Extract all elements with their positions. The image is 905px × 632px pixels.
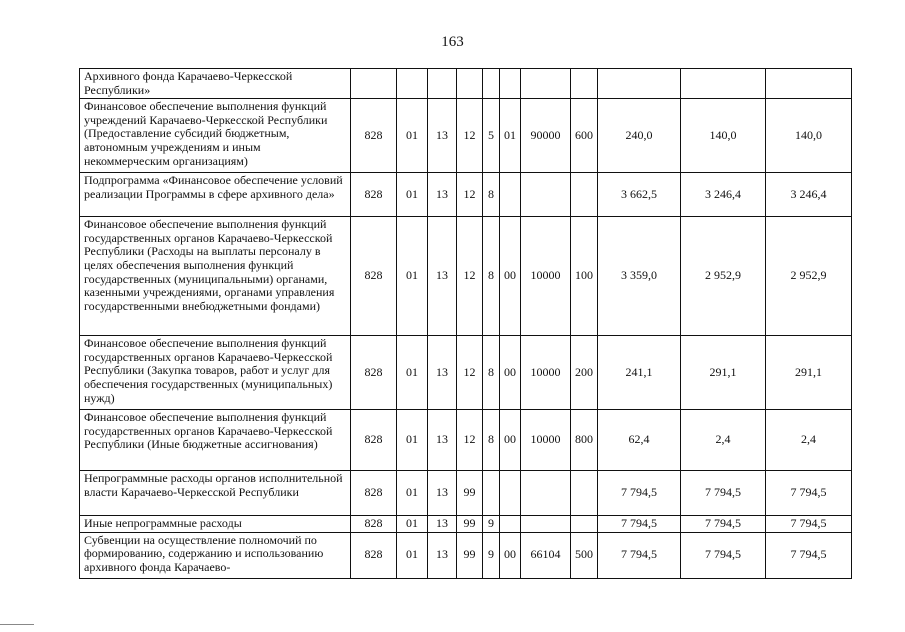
amount-cell: 2 952,9 xyxy=(681,217,766,336)
amount-cell: 3 662,5 xyxy=(598,173,681,217)
code-cell: 00 xyxy=(500,336,521,410)
code-cell: 00 xyxy=(500,410,521,471)
code-cell: 5 xyxy=(483,99,500,173)
code-cell: 9 xyxy=(483,532,500,578)
code-cell xyxy=(457,69,483,99)
code-cell xyxy=(571,173,598,217)
table-row xyxy=(80,336,852,410)
code-cell: 12 xyxy=(457,217,483,336)
amount-cell: 240,0 xyxy=(598,99,681,173)
table-row xyxy=(80,471,852,516)
code-cell: 8 xyxy=(483,173,500,217)
expense-name-cell: Финансовое обеспечение выполнения функций государственных органов Карачаево-Черкесской Республики (Иные бюджетные ассигнования) xyxy=(80,410,351,471)
amount-cell: 7 794,5 xyxy=(681,532,766,578)
code-cell: 66104 xyxy=(521,532,571,578)
code-cell: 828 xyxy=(351,99,397,173)
code-cell: 12 xyxy=(457,410,483,471)
code-cell: 12 xyxy=(457,173,483,217)
code-cell: 99 xyxy=(457,532,483,578)
code-cell: 13 xyxy=(428,99,457,173)
code-cell: 13 xyxy=(428,516,457,533)
code-cell: 13 xyxy=(428,410,457,471)
amount-cell: 2,4 xyxy=(766,410,852,471)
amount-cell: 291,1 xyxy=(766,336,852,410)
code-cell: 9 xyxy=(483,516,500,533)
table-row xyxy=(80,173,852,217)
code-cell: 13 xyxy=(428,173,457,217)
code-cell: 8 xyxy=(483,410,500,471)
amount-cell: 7 794,5 xyxy=(766,516,852,533)
code-cell: 13 xyxy=(428,217,457,336)
table-row xyxy=(80,410,852,471)
code-cell xyxy=(521,516,571,533)
code-cell: 10000 xyxy=(521,410,571,471)
amount-cell xyxy=(681,69,766,99)
code-cell: 01 xyxy=(397,410,428,471)
scan-artifact xyxy=(0,624,34,625)
code-cell: 828 xyxy=(351,532,397,578)
code-cell xyxy=(571,471,598,516)
table-row xyxy=(80,532,852,578)
code-cell xyxy=(428,69,457,99)
code-cell xyxy=(521,471,571,516)
expense-name-cell: Финансовое обеспечение выполнения функций государственных органов Карачаево-Черкесской Республики (Расходы на выплаты персоналу в целях обеспечения выполнения функций государственных (муниципальными) органами, казенными учреждениями, органами управления государственными внебюджетными фондами) xyxy=(80,217,351,336)
expense-name-cell: Архивного фонда Карачаево-Черкесской Республики» xyxy=(80,69,351,99)
code-cell xyxy=(483,69,500,99)
amount-cell: 7 794,5 xyxy=(598,471,681,516)
code-cell xyxy=(571,69,598,99)
table-body xyxy=(80,69,852,579)
amount-cell: 3 359,0 xyxy=(598,217,681,336)
code-cell: 00 xyxy=(500,532,521,578)
table-row xyxy=(80,217,852,336)
amount-cell xyxy=(766,69,852,99)
code-cell xyxy=(521,69,571,99)
code-cell: 01 xyxy=(397,217,428,336)
code-cell: 01 xyxy=(397,471,428,516)
amount-cell: 7 794,5 xyxy=(681,516,766,533)
code-cell: 500 xyxy=(571,532,598,578)
table-row xyxy=(80,69,852,99)
amount-cell: 2,4 xyxy=(681,410,766,471)
code-cell xyxy=(483,471,500,516)
amount-cell: 3 246,4 xyxy=(681,173,766,217)
amount-cell: 7 794,5 xyxy=(766,471,852,516)
code-cell: 00 xyxy=(500,217,521,336)
code-cell xyxy=(351,69,397,99)
code-cell xyxy=(500,69,521,99)
amount-cell: 3 246,4 xyxy=(766,173,852,217)
code-cell: 8 xyxy=(483,217,500,336)
code-cell: 828 xyxy=(351,217,397,336)
amount-cell: 7 794,5 xyxy=(598,532,681,578)
amount-cell: 140,0 xyxy=(766,99,852,173)
expense-name-cell: Иные непрограммные расходы xyxy=(80,516,351,533)
code-cell: 13 xyxy=(428,336,457,410)
budget-table xyxy=(79,68,852,579)
code-cell: 8 xyxy=(483,336,500,410)
table-row xyxy=(80,516,852,533)
code-cell xyxy=(397,69,428,99)
amount-cell: 7 794,5 xyxy=(766,532,852,578)
code-cell xyxy=(500,173,521,217)
code-cell: 600 xyxy=(571,99,598,173)
code-cell: 01 xyxy=(397,516,428,533)
code-cell: 99 xyxy=(457,516,483,533)
code-cell: 12 xyxy=(457,336,483,410)
code-cell: 13 xyxy=(428,532,457,578)
code-cell xyxy=(521,173,571,217)
code-cell: 99 xyxy=(457,471,483,516)
code-cell: 01 xyxy=(397,173,428,217)
code-cell: 01 xyxy=(397,532,428,578)
code-cell xyxy=(500,471,521,516)
code-cell: 13 xyxy=(428,471,457,516)
code-cell xyxy=(500,516,521,533)
code-cell: 01 xyxy=(500,99,521,173)
amount-cell: 2 952,9 xyxy=(766,217,852,336)
code-cell: 828 xyxy=(351,410,397,471)
code-cell: 828 xyxy=(351,173,397,217)
code-cell: 10000 xyxy=(521,336,571,410)
amount-cell xyxy=(598,69,681,99)
expense-name-cell: Финансовое обеспечение выполнения функций учреждений Карачаево-Черкесской Республики (Предоставление субсидий бюджетным, автономным учреждениям и иным некоммерческим организациям) xyxy=(80,99,351,173)
code-cell: 828 xyxy=(351,336,397,410)
amount-cell: 291,1 xyxy=(681,336,766,410)
code-cell: 01 xyxy=(397,336,428,410)
code-cell: 100 xyxy=(571,217,598,336)
amount-cell: 7 794,5 xyxy=(598,516,681,533)
amount-cell: 62,4 xyxy=(598,410,681,471)
amount-cell: 241,1 xyxy=(598,336,681,410)
code-cell xyxy=(571,516,598,533)
code-cell: 01 xyxy=(397,99,428,173)
expense-name-cell: Финансовое обеспечение выполнения функций государственных органов Карачаево-Черкесской Республики (Закупка товаров, работ и услуг для обеспечения государственных (муниципальных) нужд) xyxy=(80,336,351,410)
page-number: 163 xyxy=(441,34,464,50)
amount-cell: 140,0 xyxy=(681,99,766,173)
code-cell: 200 xyxy=(571,336,598,410)
code-cell: 828 xyxy=(351,516,397,533)
code-cell: 90000 xyxy=(521,99,571,173)
expense-name-cell: Непрограммные расходы органов исполнительной власти Карачаево-Черкесской Республики xyxy=(80,471,351,516)
amount-cell: 7 794,5 xyxy=(681,471,766,516)
expense-name-cell: Субвенции на осуществление полномочий по формированию, содержанию и использованию архивного фонда Карачаево- xyxy=(80,532,351,578)
code-cell: 12 xyxy=(457,99,483,173)
code-cell: 800 xyxy=(571,410,598,471)
code-cell: 828 xyxy=(351,471,397,516)
code-cell: 10000 xyxy=(521,217,571,336)
table-row xyxy=(80,99,852,173)
expense-name-cell: Подпрограмма «Финансовое обеспечение условий реализации Программы в сфере архивного дела» xyxy=(80,173,351,217)
